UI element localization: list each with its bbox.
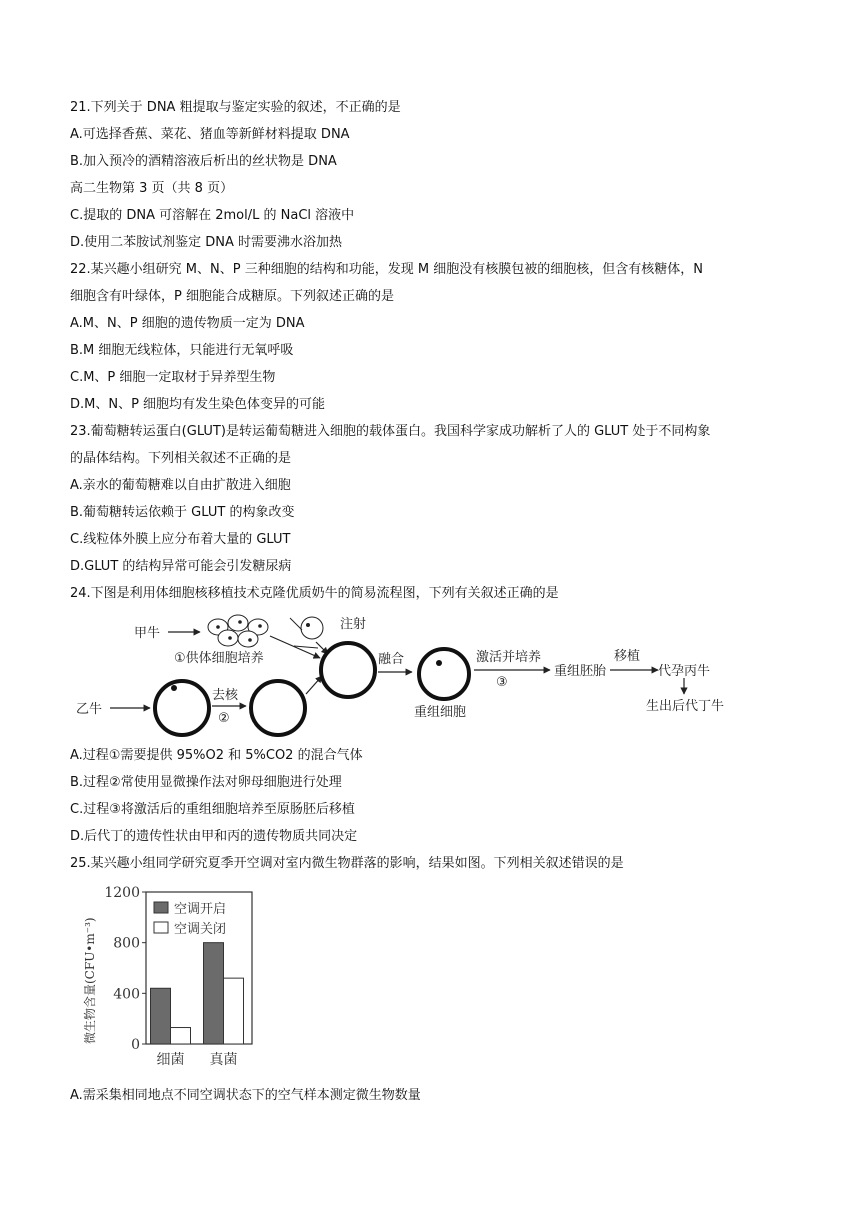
q22-option-a: A.M、N、P 细胞的遗传物质一定为 DNA <box>70 316 305 331</box>
q25-stem: 25.某兴趣小组同学研究夏季开空调对室内微生物群落的影响，结果如图。下列相关叙述错误的是 <box>70 856 624 871</box>
label-jia: 甲牛 <box>134 626 161 641</box>
arrow-to-combined <box>306 676 322 694</box>
label-transplant: 移植 <box>614 649 641 664</box>
label-recon-cell: 重组细胞 <box>414 705 467 720</box>
label-activate: 激活并培养 <box>476 650 542 665</box>
chart-y-tick-label: 800 <box>113 935 140 952</box>
q21-stem: 21.下列关于 DNA 粗提取与鉴定实验的叙述，不正确的是 <box>70 100 401 115</box>
q23-option-d: D.GLUT 的结构异常可能会引发糖尿病 <box>70 559 292 574</box>
chart-legend-swatch <box>154 902 168 913</box>
q22-stem-line2: 细胞含有叶绿体，P 细胞能合成糖原。下列叙述正确的是 <box>70 289 394 304</box>
oocyte <box>155 681 209 735</box>
label-ding: 生出后代丁牛 <box>646 699 725 714</box>
q24-option-b: B.过程②常使用显微操作法对卵母细胞进行处理 <box>70 775 342 790</box>
q21-option-b: B.加入预冷的酒精溶液后析出的丝状物是 DNA <box>70 154 337 169</box>
q23-option-a: A.亲水的葡萄糖难以自由扩散进入细胞 <box>70 478 291 493</box>
label-fuse: 融合 <box>378 652 405 667</box>
chart-legend-label: 空调开启 <box>174 902 227 917</box>
q23-stem-line2: 的晶体结构。下列相关叙述不正确的是 <box>70 451 292 466</box>
label-enucleate: 去核 <box>212 688 239 703</box>
q21-option-c: C.提取的 DNA 可溶解在 2mol/L 的 NaCl 溶液中 <box>70 208 355 223</box>
q22-option-d: D.M、N、P 细胞均有发生染色体变异的可能 <box>70 397 326 412</box>
cloning-flow-diagram <box>72 610 752 738</box>
q23-option-b: B.葡萄糖转运依赖于 GLUT 的构象改变 <box>70 505 295 520</box>
q23-stem-line1: 23.葡萄糖转运蛋白(GLUT)是转运葡萄糖进入细胞的载体蛋白。我国科学家成功解析了人的 GLUT 处于不同构象 <box>70 424 711 439</box>
chart-bar <box>224 978 244 1044</box>
chart-bar <box>204 943 224 1044</box>
q22-stem-line1: 22.某兴趣小组研究 M、N、P 三种细胞的结构和功能，发现 M 细胞没有核膜包被的细胞核，但含有核糖体，N <box>70 262 703 277</box>
chart-y-tick-label: 1200 <box>104 885 140 901</box>
chart-bar <box>151 988 171 1044</box>
label-step3: ③ <box>496 675 508 690</box>
q24-option-c: C.过程③将激活后的重组细胞培养至原肠胚后移植 <box>70 802 355 817</box>
label-inject: 注射 <box>340 617 367 632</box>
q21-option-d: D.使用二苯胺试剂鉴定 DNA 时需要沸水浴加热 <box>70 235 343 250</box>
chart-y-ticks <box>104 885 146 1053</box>
chart-bars <box>151 943 244 1044</box>
combined-cell <box>321 643 375 697</box>
donor-cells <box>208 615 268 647</box>
label-bing: 代孕丙牛 <box>658 664 711 679</box>
q22-option-b: B.M 细胞无线粒体，只能进行无氧呼吸 <box>70 343 294 358</box>
chart-x-category-label: 细菌 <box>156 1052 185 1068</box>
chart-y-tick-label: 400 <box>113 986 140 1003</box>
chart-x-category-label: 真菌 <box>209 1052 238 1068</box>
chart-bar <box>171 1028 191 1044</box>
page-footer: 高二生物第 3 页（共 8 页） <box>70 181 234 196</box>
q21-option-a: A.可选择香蕉、菜花、猪血等新鲜材料提取 DNA <box>70 127 350 142</box>
label-embryo: 重组胚胎 <box>554 664 607 679</box>
label-culture: ①供体细胞培养 <box>174 651 264 666</box>
q24-option-a: A.过程①需要提供 95%O2 和 5%CO2 的混合气体 <box>70 748 363 763</box>
chart-legend-label: 空调关闭 <box>174 922 227 937</box>
chart-legend <box>154 901 226 937</box>
enucleated-oocyte <box>251 681 305 735</box>
q24-option-d: D.后代丁的遗传性状由甲和丙的遗传物质共同决定 <box>70 829 358 844</box>
label-step2: ② <box>218 711 230 726</box>
chart-y-tick-label: 0 <box>131 1037 140 1053</box>
chart-y-label: 微生物含量(CFU•m⁻³) <box>83 917 97 1044</box>
q23-option-c: C.线粒体外膜上应分布着大量的 GLUT <box>70 532 291 547</box>
chart-x-categories <box>157 1051 238 1068</box>
reconstructed-cell <box>419 649 469 699</box>
q25-option-a: A.需采集相同地点不同空调状态下的空气样本测定微生物数量 <box>70 1088 421 1103</box>
q24-stem: 24.下图是利用体细胞核移植技术克隆优质奶牛的简易流程图，下列有关叙述正确的是 <box>70 586 559 601</box>
label-yi: 乙牛 <box>76 702 103 717</box>
chart-legend-swatch <box>154 922 168 933</box>
q22-option-c: C.M、P 细胞一定取材于异养型生物 <box>70 370 276 385</box>
microbe-bar-chart <box>72 884 282 1072</box>
